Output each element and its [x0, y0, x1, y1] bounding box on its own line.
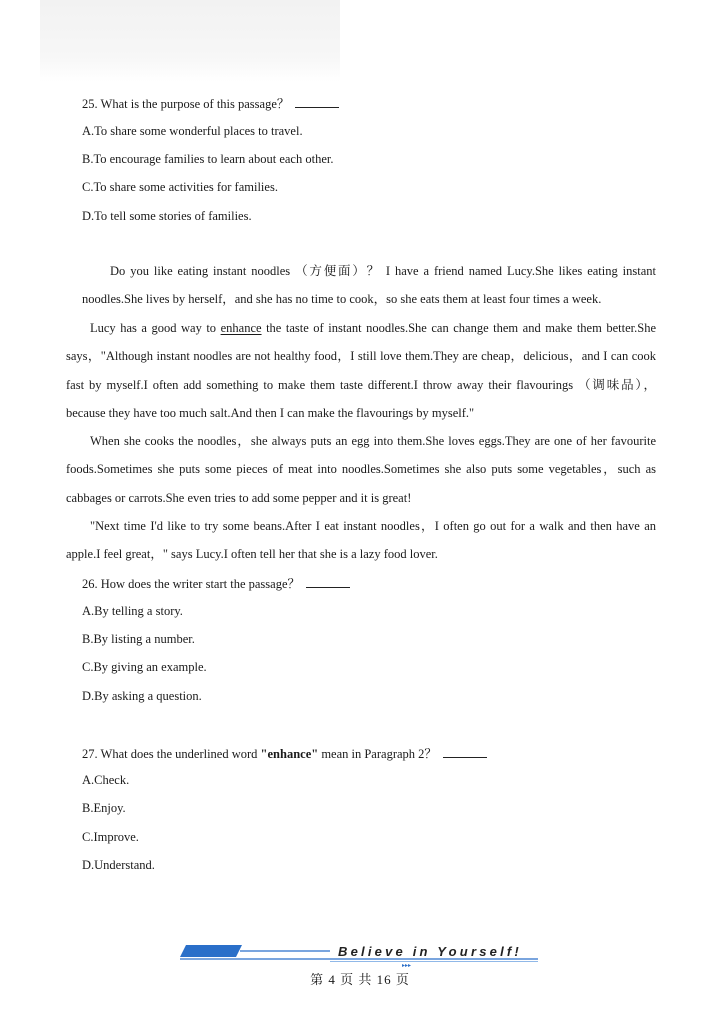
- question-27: [82, 745, 487, 762]
- passage-paragraph-1: [82, 257, 656, 314]
- answer-blank-27: [443, 745, 487, 758]
- option-27-d: D.Understand.: [82, 858, 155, 872]
- paragraph-3-text: When she cooks the noodles，she always puts an egg into them.She loves eggs.They are one of her favourite foods.Sometimes she puts some pieces of meat into noodles.Sometimes she also puts some vegetables，such as cabbages or carrots.She even tries to add some pepper and it is great!: [66, 434, 656, 505]
- underlined-word-enhance: enhance: [220, 321, 262, 335]
- paragraph-1-text: Do you like eating instant noodles （方便面）？ I have a friend named Lucy.She likes eating instant noodles.She lives by herself，and she has no time to cook，so she eats them at least four times a week.: [82, 264, 656, 307]
- passage-paragraph-4: [66, 512, 656, 569]
- answer-blank-25: [295, 95, 339, 108]
- passage-paragraph-3: [66, 427, 656, 512]
- arrow-icon: ▸▸▸: [402, 962, 412, 967]
- option-27-a: A.Check.: [82, 773, 130, 787]
- passage-paragraph-2: [66, 314, 656, 427]
- paragraph-2-start: Lucy has a good way to: [90, 321, 221, 335]
- scan-smudge: [40, 0, 340, 82]
- question-27-end: mean in Paragraph 2？: [318, 747, 437, 761]
- question-27-start: 27. What does the underlined word: [82, 747, 261, 761]
- option-26-d: D.By asking a question.: [82, 689, 202, 703]
- question-26: [82, 575, 350, 592]
- option-25-b: B.To encourage families to learn about each other.: [82, 152, 334, 166]
- question-27-keyword: "enhance": [260, 747, 319, 761]
- option-27-b: B.Enjoy.: [82, 801, 126, 815]
- paragraph-4-text: "Next time I'd like to try some beans.After I eat instant noodles，I often go out for a walk and then have an apple.I feel great，" says Lucy.I often tell her that she is a lazy food lover.: [66, 519, 656, 562]
- footer-slogan: Believe in Yourself!: [338, 944, 522, 959]
- blue-banner-shape: [180, 945, 242, 957]
- option-25-c: C.To share some activities for families.: [82, 180, 278, 194]
- option-26-b: B.By listing a number.: [82, 632, 195, 646]
- question-26-text: 26. How does the writer start the passage？: [82, 577, 300, 591]
- paragraph-2-rest: the taste of instant noodles.She can change them and make them better.She says，"Although instant noodles are not healthy food，I still love them.They are cheap，delicious，and I can cook fast by myself.I often add something to make them taste different.I throw away their flavourings （调味品），because they have too much salt.And then I can make the flavourings by myself.": [66, 321, 656, 420]
- question-25: [82, 95, 339, 112]
- page-number: 第 4 页 共 16 页: [310, 972, 410, 987]
- option-26-c: C.By giving an example.: [82, 660, 207, 674]
- option-25-d: D.To tell some stories of families.: [82, 209, 252, 223]
- answer-blank-26: [306, 575, 350, 588]
- question-25-text: 25. What is the purpose of this passage？: [82, 97, 290, 111]
- option-27-c: C.Improve.: [82, 830, 139, 844]
- option-25-a: A.To share some wonderful places to travel.: [82, 124, 303, 138]
- option-26-a: A.By telling a story.: [82, 604, 183, 618]
